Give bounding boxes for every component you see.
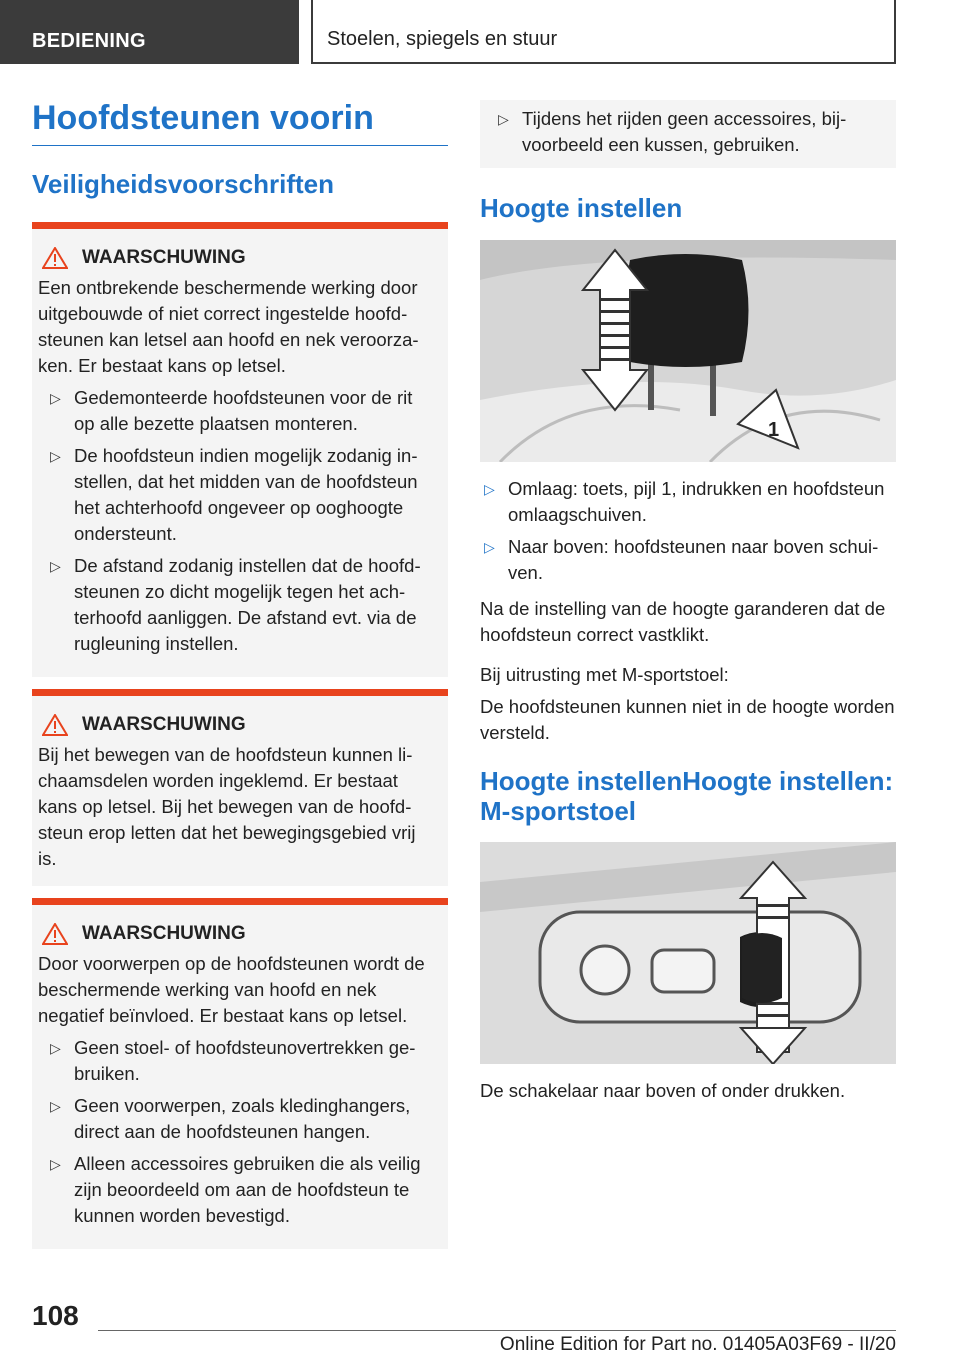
seat-switch-illustration	[480, 842, 896, 1064]
footer-divider	[98, 1330, 896, 1331]
headrest-illustration	[480, 240, 896, 462]
instruction-list	[480, 476, 896, 586]
warning-list	[38, 385, 436, 657]
warning-heading: WAARSCHUWING	[42, 923, 436, 945]
warning-box-2	[32, 689, 448, 886]
list-item: ▷ Alleen accessoires gebruiken die als veilig zijn beoordeeld om aan de hoofdsteun te kunnen worden bevestigd.	[50, 1153, 421, 1227]
triangle-bullet-icon: ▷	[484, 480, 495, 497]
triangle-bullet-icon: ▷	[50, 1040, 61, 1057]
triangle-bullet-icon: ▷	[50, 390, 61, 407]
list-item: ▷ De afstand zodanig instellen dat de hoofdsteunen zo dicht mogelijk tegen het achterhoofd aanliggen. De afstand evt. via de rugleuning instellen.	[50, 555, 421, 655]
paragraph: De schakelaar naar boven of onder drukken.	[480, 1079, 846, 1101]
warning-heading: WAARSCHUWING	[42, 714, 436, 736]
section-heading-msport: Hoogte instellenHoogte instellen: M-sportstoel	[480, 765, 894, 826]
page-title: Hoofdsteunen voorin	[32, 100, 448, 146]
list-item: ▷ Tijdens het rijden geen accessoires, bijvoorbeeld een kussen, gebruiken.	[498, 108, 847, 155]
triangle-bullet-icon: ▷	[484, 538, 495, 555]
list-item: ▷ Gedemonteerde hoofdsteunen voor de rit op alle bezette plaatsen monteren.	[50, 387, 413, 435]
page-number: 108	[32, 1300, 79, 1331]
section-heading-safety: Veiligheidsvoorschriften	[32, 169, 334, 200]
warning-triangle-icon	[42, 714, 68, 736]
chapter-label: Stoelen, spiegels en stuur	[327, 28, 558, 50]
warning-list	[38, 1035, 436, 1229]
warning-triangle-icon	[42, 247, 68, 269]
warning-text: Door voorwerpen op de hoofdsteunen wordt de beschermende werking van hoofd en nek negatief beïnvloed. Er bestaat kans op letsel.	[38, 953, 425, 1027]
paragraph: Bij uitrusting met M-sportstoel:	[480, 663, 729, 685]
warning-text: Bij het bewegen van de hoofdsteun kunnen lichaamsdelen worden ingeklemd. Er bestaat kans op letsel. Bij het bewegen van de hoofdsteun erop letten dat het bewegingsgebied vrij is.	[38, 744, 416, 870]
warning-text: Een ontbrekende beschermende werking door uitgebouwde of niet correct ingestelde hoofdsteunen kan letsel aan hoofd en nek veroorzaken. Er bestaat kans op letsel.	[38, 277, 419, 377]
figure-label: 1	[768, 418, 780, 441]
warning-triangle-icon	[42, 923, 68, 945]
headrest-figure	[480, 240, 896, 462]
section-label: BEDIENING	[32, 30, 146, 52]
edition-text: Online Edition for Part no. 01405A03F69 - II/20	[499, 1334, 896, 1355]
list-item: ▷ Naar boven: hoofdsteunen naar boven schuiven.	[484, 535, 879, 583]
sport-seat-figure	[480, 842, 896, 1064]
paragraph: De hoofdsteunen kunnen niet in de hoogte worden versteld.	[480, 695, 895, 743]
section-tab	[0, 0, 299, 64]
triangle-bullet-icon: ▷	[50, 1098, 61, 1115]
list-item: ▷ De hoofdsteun indien mogelijk zodanig instellen, dat het midden van de hoofdsteun het achterhoofd ongeveer op ooghoogte ondersteunt.	[50, 445, 418, 545]
triangle-bullet-icon: ▷	[50, 558, 61, 575]
warning-heading: WAARSCHUWING	[42, 247, 436, 269]
triangle-bullet-icon: ▷	[50, 448, 61, 465]
note-box	[480, 100, 896, 168]
chapter-tab	[311, 0, 896, 64]
list-item: ▷ Geen voorwerpen, zoals kledinghangers, direct aan de hoofdsteunen hangen.	[50, 1095, 411, 1143]
list-item: ▷ Geen stoel- of hoofdsteunovertrekken gebruiken.	[50, 1037, 416, 1085]
section-heading-height: Hoogte instellen	[480, 193, 683, 223]
warning-box-3	[32, 898, 448, 1249]
left-column	[32, 100, 448, 1249]
triangle-bullet-icon: ▷	[50, 1156, 61, 1173]
triangle-bullet-icon: ▷	[498, 111, 509, 127]
warning-box-1	[32, 222, 448, 677]
paragraph: Na de instelling van de hoogte garanderen dat de hoofdsteun correct vastklikt.	[480, 597, 886, 645]
list-item: ▷ Omlaag: toets, pijl 1, indrukken en hoofdsteun omlaagschuiven.	[484, 477, 885, 525]
right-column	[480, 100, 896, 1104]
